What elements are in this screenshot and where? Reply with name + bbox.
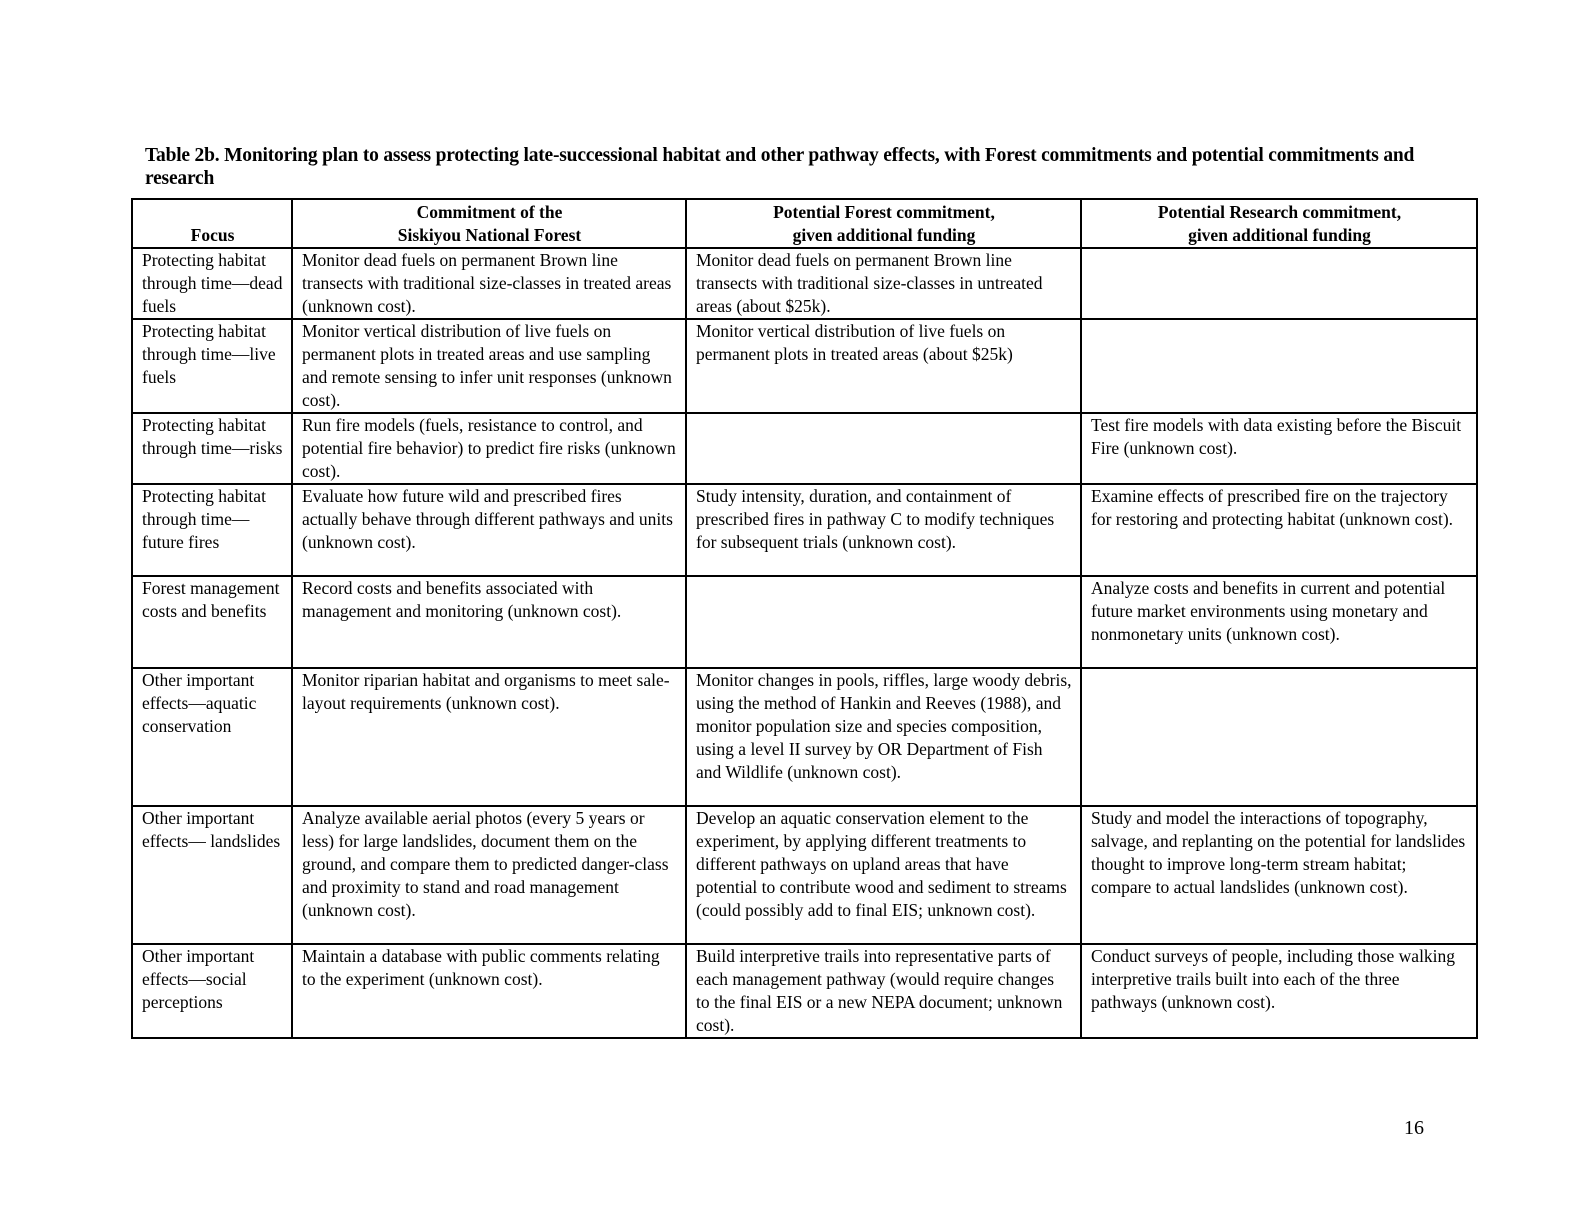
table-row <box>132 576 1477 668</box>
page-number: 16 <box>1404 1117 1424 1139</box>
cell-focus: Protecting habitat through time—live fuels <box>132 319 292 413</box>
cell-potential-research: Examine effects of prescribed fire on the trajectory for restoring and protecting habitat (unknown cost). <box>1081 484 1477 576</box>
cell-potential-forest <box>686 413 1081 484</box>
cell-focus: Other important effects—aquatic conservation <box>132 668 292 806</box>
cell-potential-research: Test fire models with data existing before the Biscuit Fire (unknown cost). <box>1081 413 1477 484</box>
cell-commitment: Monitor dead fuels on permanent Brown line transects with traditional size-classes in treated areas (unknown cost). <box>292 248 686 319</box>
cell-focus: Other important effects— landslides <box>132 806 292 944</box>
cell-focus: Protecting habitat through time—dead fuels <box>132 248 292 319</box>
cell-commitment: Monitor vertical distribution of live fuels on permanent plots in treated areas and use sampling and remote sensing to infer unit responses (unknown cost). <box>292 319 686 413</box>
cell-potential-research <box>1081 248 1477 319</box>
cell-commitment: Monitor riparian habitat and organisms to meet sale-layout requirements (unknown cost). <box>292 668 686 806</box>
header-commitment: Commitment of the Siskiyou National Forest <box>292 199 686 248</box>
cell-potential-forest: Develop an aquatic conservation element to the experiment, by applying different treatments to different pathways on upland areas that have potential to contribute wood and sediment to streams (could possibly add to final EIS; unknown cost). <box>686 806 1081 944</box>
table-row <box>132 944 1477 1038</box>
cell-potential-research <box>1081 668 1477 806</box>
cell-potential-forest <box>686 576 1081 668</box>
cell-focus: Protecting habitat through time—risks <box>132 413 292 484</box>
header-focus: Focus <box>132 199 292 248</box>
cell-focus: Forest management costs and benefits <box>132 576 292 668</box>
cell-potential-research <box>1081 319 1477 413</box>
table-row <box>132 413 1477 484</box>
cell-potential-research: Conduct surveys of people, including those walking interpretive trails built into each of the three pathways (unknown cost). <box>1081 944 1477 1038</box>
cell-potential-research: Analyze costs and benefits in current and potential future market environments using monetary and nonmonetary units (unknown cost). <box>1081 576 1477 668</box>
table-row <box>132 668 1477 806</box>
table-row <box>132 806 1477 944</box>
table-row <box>132 484 1477 576</box>
table-row <box>132 248 1477 319</box>
cell-commitment: Analyze available aerial photos (every 5 years or less) for large landslides, document them on the ground, and compare them to predicted danger-class and proximity to stand and road management (unknown cost). <box>292 806 686 944</box>
cell-commitment: Evaluate how future wild and prescribed fires actually behave through different pathways and units (unknown cost). <box>292 484 686 576</box>
table-header-row <box>132 199 1477 248</box>
table-caption: Table 2b. Monitoring plan to assess protecting late-successional habitat and other pathway effects, with Forest commitments and potential commitments and research <box>145 145 1415 189</box>
cell-potential-research: Study and model the interactions of topography, salvage, and replanting on the potential for landslides thought to improve long-term stream habitat; compare to actual landslides (unknown cost). <box>1081 806 1477 944</box>
cell-potential-forest: Monitor vertical distribution of live fuels on permanent plots in treated areas (about $25k) <box>686 319 1081 413</box>
header-potential-research: Potential Research commitment, given additional funding <box>1081 199 1477 248</box>
header-potential-forest: Potential Forest commitment, given additional funding <box>686 199 1081 248</box>
cell-potential-forest: Monitor dead fuels on permanent Brown line transects with traditional size-classes in untreated areas (about $25k). <box>686 248 1081 319</box>
cell-potential-forest: Monitor changes in pools, riffles, large woody debris, using the method of Hankin and Reeves (1988), and monitor population size and species composition, using a level II survey by OR Department of Fish and Wildlife (unknown cost). <box>686 668 1081 806</box>
cell-commitment: Run fire models (fuels, resistance to control, and potential fire behavior) to predict fire risks (unknown cost). <box>292 413 686 484</box>
cell-potential-forest: Study intensity, duration, and containment of prescribed fires in pathway C to modify techniques for subsequent trials (unknown cost). <box>686 484 1081 576</box>
cell-focus: Other important effects—social perceptions <box>132 944 292 1038</box>
cell-commitment: Maintain a database with public comments relating to the experiment (unknown cost). <box>292 944 686 1038</box>
cell-focus: Protecting habitat through time—future fires <box>132 484 292 576</box>
cell-potential-forest: Build interpretive trails into representative parts of each management pathway (would require changes to the final EIS or a new NEPA document; unknown cost). <box>686 944 1081 1038</box>
table-row <box>132 319 1477 413</box>
monitoring-plan-table <box>131 198 1478 1039</box>
cell-commitment: Record costs and benefits associated with management and monitoring (unknown cost). <box>292 576 686 668</box>
